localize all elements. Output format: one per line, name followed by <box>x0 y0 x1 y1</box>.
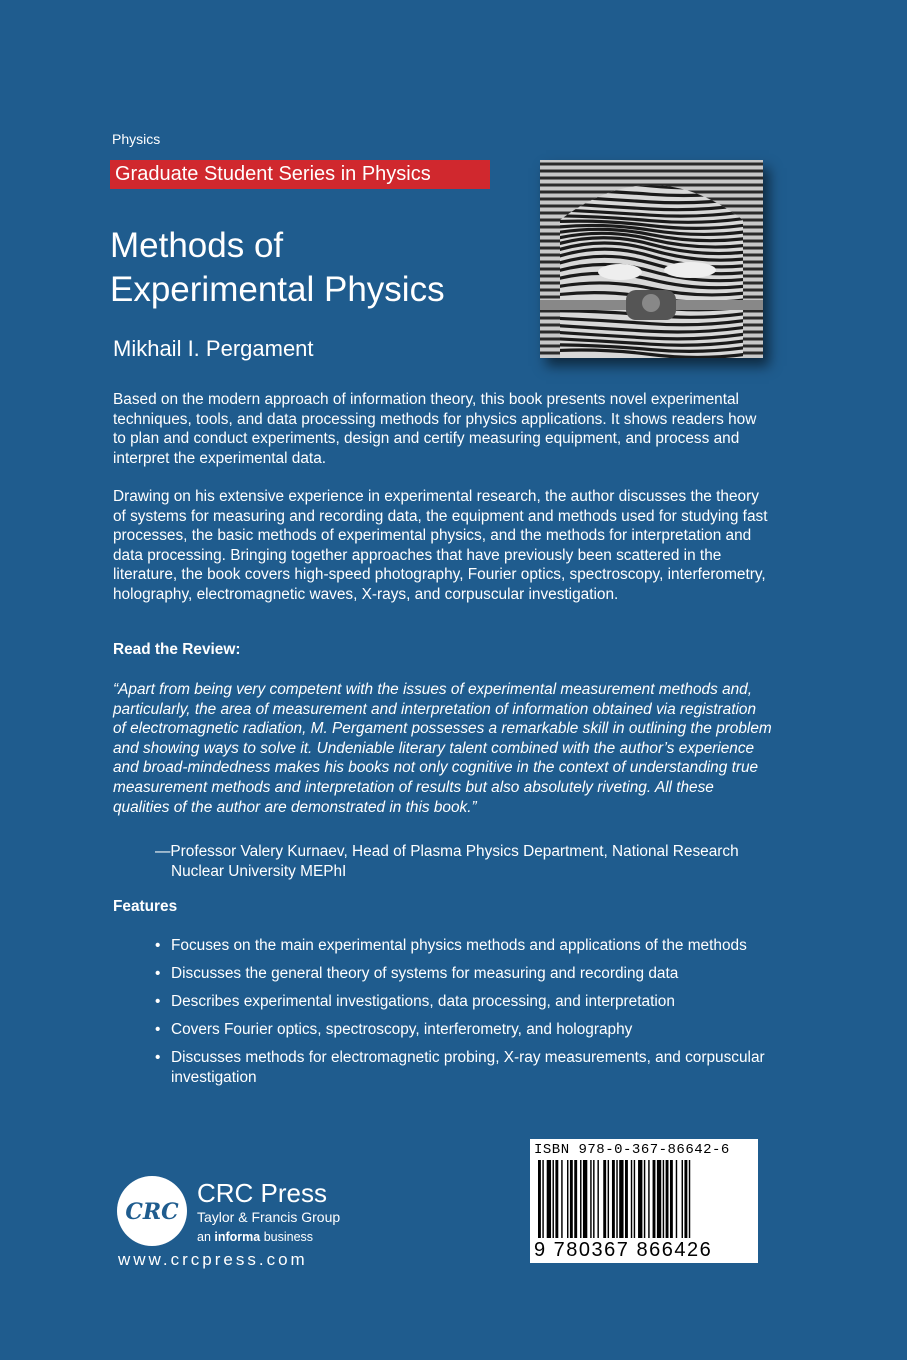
feature-item: • Focuses on the main experimental physics methods and applications of the methods <box>155 937 747 954</box>
crc-logo-text: CRC <box>125 1199 179 1225</box>
features-heading: Features <box>113 898 178 915</box>
book-title <box>110 224 445 312</box>
interferogram-fringe-image <box>540 160 763 358</box>
publisher-url: www.crcpress.com <box>118 1250 308 1269</box>
bullet-icon: • <box>155 937 161 954</box>
publisher-informa: an informa business <box>197 1230 314 1244</box>
review-heading: Read the Review: <box>113 641 241 658</box>
category-label: Physics <box>112 131 161 147</box>
description-paragraph-1: Based on the modern approach of information theory, this book presents novel experimental techniques, tools, and data processing methods for physics applications. It shows readers how to plan and conduct experiments, design and certify measuring equipment, and process and interpret the experimental data. <box>113 391 757 467</box>
bullet-icon: • <box>155 993 161 1011</box>
feature-item: • Covers Fourier optics, spectroscopy, interferometry, and holography <box>155 1021 633 1039</box>
review-attribution: —Professor Valery Kurnaev, Head of Plasma Physics Department, National Research Nuclear University MEPhI <box>155 843 739 880</box>
title-line-2: Experimental Physics <box>110 270 445 309</box>
feature-item: • Discusses methods for electromagnetic probing, X-ray measurements, and corpuscular investigation <box>155 1049 765 1086</box>
publisher-group: Taylor & Francis Group <box>197 1209 341 1225</box>
series-banner: Graduate Student Series in Physics <box>110 160 490 189</box>
barcode-digits: 9 780367 866426 <box>534 1239 713 1261</box>
bullet-icon: • <box>155 965 161 983</box>
description-paragraph-2: Drawing on his extensive experience in experimental research, the author discusses the theory of systems for measuring and recording data, the equipment and methods used for studying fast processes, the basic methods of experimental physics, and the methods for interpretation and data processing. Bringing together approaches that have previously been scattered in the literature, the book covers high-speed photography, Fourier optics, spectroscopy, interferometry, holography, electromagnetic waves, X-rays, and corpuscular investigation. <box>113 488 768 603</box>
feature-item: • Describes experimental investigations, data processing, and interpretation <box>155 993 675 1011</box>
title-line-1: Methods of <box>110 226 284 265</box>
feature-item: • Discusses the general theory of systems for measuring and recording data <box>155 965 679 983</box>
author-name: Mikhail I. Pergament <box>113 336 314 361</box>
review-quote: “Apart from being very competent with the issues of experimental measurement methods and, particularly, the area of measurement and interpretation of information obtained via registration of electromagnetic radiation, M. Pergament possesses a remarkable skill in outlining the problem and showing ways to solve it. Undeniable literary talent combined with the author’s experience and broad-mindedness makes his books not only cognitive in the context of understanding true measurement methods and interpretation of results but also absolutely riveting. All these qualities of the author are demonstrated in this book.” <box>113 681 772 816</box>
isbn-text: ISBN 978-0-367-86642-6 <box>534 1142 730 1158</box>
bullet-icon: • <box>155 1021 161 1039</box>
publisher-name: CRC Press <box>197 1178 328 1208</box>
barcode-icon <box>534 1160 754 1238</box>
features-list <box>155 936 765 1096</box>
bullet-icon: • <box>155 1049 161 1067</box>
